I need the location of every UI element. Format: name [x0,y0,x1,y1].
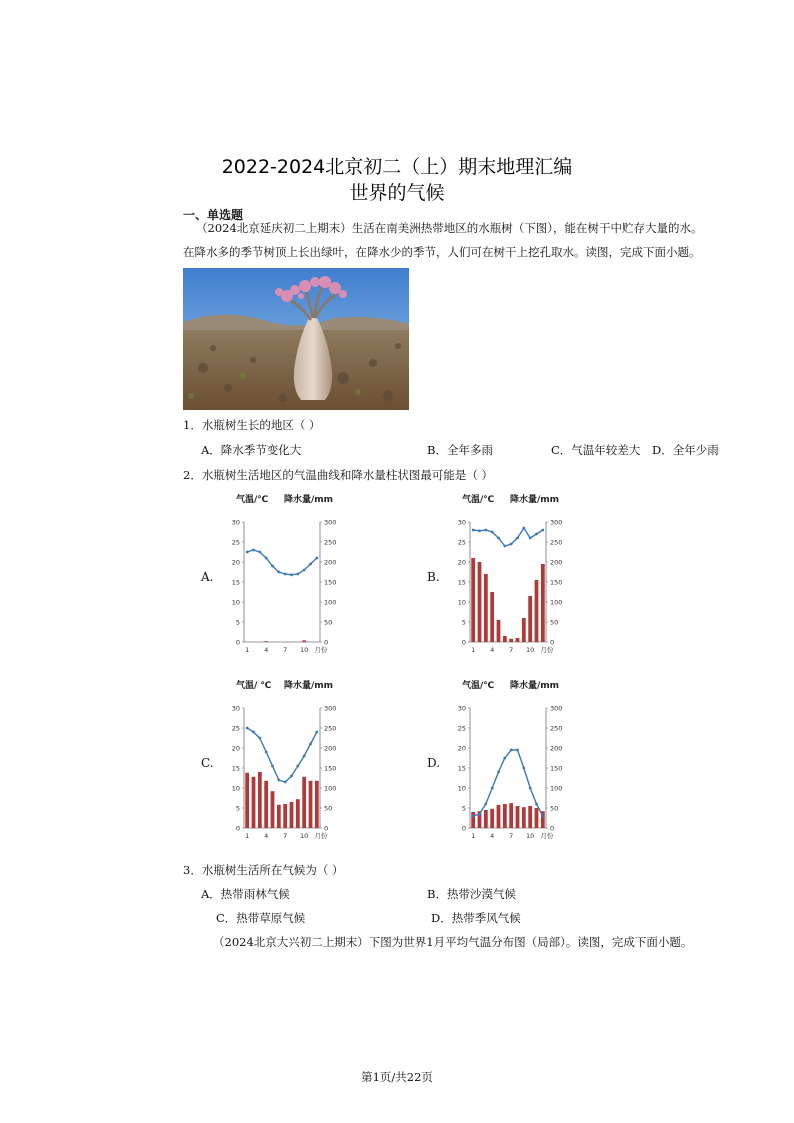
temp-tick-label: 30 [231,704,240,713]
precip-bar [484,574,488,642]
temp-tick-label: 0 [235,638,240,647]
precip-bar [490,592,494,642]
temperature-point [284,781,287,784]
q1-option-c[interactable]: C．气温年较差大 [551,443,641,457]
q1-option-d[interactable]: D．全年少雨 [652,443,719,457]
precip-bar [290,802,294,828]
temp-tick-label: 15 [231,764,240,773]
chart-title-right: 降水量/mm [510,495,560,505]
precip-bar [252,777,256,828]
precip-tick-label: 200 [324,558,337,567]
q2-option-d-label[interactable]: D. [427,756,441,770]
precip-bar [522,807,526,828]
temp-tick-label: 15 [457,578,466,587]
temperature-point [296,765,299,768]
temperature-point [271,765,274,768]
precip-bar [302,777,306,828]
precip-bar [484,810,488,828]
month-tick-label: 1 [471,832,476,840]
temperature-point [510,749,513,752]
temperature-point [258,551,261,554]
month-tick-label: 月份 [314,832,328,840]
temperature-point [535,803,538,806]
temp-tick-label: 0 [235,824,240,833]
month-tick-label: 7 [509,832,514,840]
passage1-line2: 在降水多的季节树顶上长出绿叶，在降水少的季节，人们可在树干上挖孔取水。读图，完成下面小题。 [183,245,701,259]
precip-tick-label: 50 [550,804,559,813]
temp-tick-label: 30 [231,518,240,527]
temperature-point [252,549,255,552]
precip-tick-label: 250 [324,724,337,733]
month-tick-label: 7 [283,646,288,654]
temperature-point [522,527,525,530]
page-number: 第1页/共22页 [361,1070,433,1084]
temperature-point [265,557,268,560]
month-tick-label: 月份 [540,832,554,840]
chart-title-left: 气温/ ℃ [236,681,272,691]
temperature-point [290,573,293,576]
temperature-point [491,787,494,790]
document-title: 2022-2024北京初二（上）期末地理汇编 [221,156,573,178]
chart-title-right: 降水量/mm [510,681,560,691]
temp-tick-label: 30 [457,518,466,527]
q2-option-a-label[interactable]: A. [201,570,214,584]
temperature-point [478,529,481,532]
precip-bar [296,799,300,828]
precip-tick-label: 0 [550,824,555,833]
month-tick-label: 4 [490,646,495,654]
temp-tick-label: 10 [457,598,466,607]
temp-tick-label: 25 [231,538,240,547]
precip-bar [516,638,520,642]
temperature-point [484,529,487,532]
temp-tick-label: 30 [457,704,466,713]
temperature-point [541,529,544,532]
temperature-point [497,771,500,774]
temperature-point [522,767,525,770]
precip-tick-label: 50 [324,618,333,627]
precip-bar [277,805,281,828]
temperature-point [535,533,538,536]
precip-bar [490,809,494,828]
temperature-point [497,537,500,540]
temp-tick-label: 5 [235,804,240,813]
month-tick-label: 4 [490,832,495,840]
month-tick-label: 1 [471,646,476,654]
month-tick-label: 10 [300,832,309,840]
precip-bar [503,804,507,828]
precip-tick-label: 300 [324,518,337,527]
temperature-point [252,731,255,734]
precip-tick-label: 300 [550,518,563,527]
temp-tick-label: 5 [461,804,466,813]
precip-tick-label: 100 [550,598,563,607]
temperature-point [309,743,312,746]
precip-bar [503,636,507,642]
precip-bar [271,791,275,828]
temperature-point [284,573,287,576]
temp-tick-label: 20 [457,558,466,567]
q2-option-c-label[interactable]: C. [201,756,214,770]
precip-bar [509,803,513,828]
temp-tick-label: 0 [461,638,466,647]
temperature-line [247,728,317,782]
precip-tick-label: 150 [550,764,563,773]
temp-tick-label: 15 [457,764,466,773]
temp-tick-label: 5 [461,618,466,627]
precip-bar [258,772,262,828]
precip-bar [541,564,545,642]
temperature-point [271,565,274,568]
temp-tick-label: 10 [231,598,240,607]
precip-bar [283,804,287,828]
precip-bar [302,640,306,642]
month-tick-label: 7 [283,832,288,840]
month-tick-label: 1 [245,646,250,654]
bottle-tree-photo [183,268,409,410]
precip-bar [264,781,268,828]
temperature-point [529,537,532,540]
month-tick-label: 月份 [540,646,554,654]
temperature-point [246,727,249,730]
precip-tick-label: 100 [550,784,563,793]
temperature-point [246,551,249,554]
precip-bar [245,773,249,828]
temperature-point [309,563,312,566]
temperature-point [303,755,306,758]
precip-tick-label: 150 [324,578,337,587]
month-tick-label: 1 [245,832,250,840]
precip-tick-label: 0 [324,638,329,647]
q3-option-c[interactable]: C．热带草原气候 [216,911,306,925]
month-tick-label: 10 [526,646,535,654]
temp-tick-label: 25 [231,724,240,733]
precip-bar [535,808,539,828]
temp-tick-label: 5 [235,618,240,627]
temperature-point [484,803,487,806]
precip-bar [471,812,475,828]
temperature-point [290,775,293,778]
precip-tick-label: 200 [550,744,563,753]
precip-bar [264,641,268,642]
precip-tick-label: 50 [550,618,559,627]
temperature-point [265,751,268,754]
temp-tick-label: 25 [457,724,466,733]
precip-tick-label: 250 [324,538,337,547]
month-tick-label: 7 [509,646,514,654]
temperature-point [277,571,280,574]
q2-option-b-label[interactable]: B. [427,570,440,584]
precip-bar [535,580,539,642]
temperature-point [491,531,494,534]
q3-option-d[interactable]: D．热带季风气候 [431,911,521,925]
chart-title-left: 气温/℃ [236,495,269,505]
temperature-point [516,537,519,540]
precip-tick-label: 150 [324,764,337,773]
temperature-point [503,757,506,760]
precip-bar [309,781,313,828]
temp-tick-label: 20 [231,744,240,753]
temperature-line [473,750,543,816]
temperature-point [296,573,299,576]
precip-bar [516,806,520,828]
climate-chart-b [448,490,578,665]
passage1-line1: （2024北京延庆初二上期末）生活在南美洲热带地区的水瓶树（下图），能在树干中贮存大量的水。 [196,221,703,235]
q1-option-a[interactable]: A．降水季节变化大 [201,443,302,457]
month-tick-label: 4 [264,646,269,654]
question-1-stem: 1．水瓶树生长的地区（ ） [183,418,321,432]
question-2-stem: 2．水瓶树生活地区的气温曲线和降水量柱状图最可能是（ ） [183,468,493,482]
precip-tick-label: 100 [324,784,337,793]
temperature-point [315,731,318,734]
climate-chart-d [448,676,578,851]
precip-tick-label: 0 [324,824,329,833]
precip-tick-label: 250 [550,724,563,733]
precip-bar [478,562,482,642]
q3-option-b[interactable]: B．热带沙漠气候 [427,887,516,901]
passage2-line1: （2024北京大兴初二上期末）下图为世界1月平均气温分布图（局部）。读图，完成下面小题。 [213,935,693,949]
temperature-line [247,550,317,575]
temperature-point [478,813,481,816]
precip-bar [509,639,513,642]
temperature-point [541,815,544,818]
month-tick-label: 10 [526,832,535,840]
precip-tick-label: 50 [324,804,333,813]
precip-bar [497,620,501,642]
precip-tick-label: 0 [550,638,555,647]
temperature-point [303,569,306,572]
chart-title-right: 降水量/mm [284,495,334,505]
month-tick-label: 4 [264,832,269,840]
temperature-point [516,749,519,752]
precip-tick-label: 250 [550,538,563,547]
month-tick-label: 月份 [314,646,328,654]
precip-tick-label: 200 [324,744,337,753]
climate-chart-c [222,676,352,851]
temperature-point [258,737,261,740]
chart-title-right: 降水量/mm [284,681,334,691]
temp-tick-label: 20 [231,558,240,567]
month-tick-label: 10 [300,646,309,654]
question-3-stem: 3．水瓶树生活所在气候为（ ） [183,863,344,877]
temp-tick-label: 25 [457,538,466,547]
chart-title-left: 气温/℃ [462,681,495,691]
q3-option-a[interactable]: A．热带雨林气候 [201,887,290,901]
chart-title-left: 气温/℃ [462,495,495,505]
climate-chart-a [222,490,352,665]
precip-tick-label: 150 [550,578,563,587]
q1-option-b[interactable]: B．全年多雨 [427,443,493,457]
temperature-point [529,787,532,790]
precip-bar [471,558,475,642]
precip-tick-label: 300 [324,704,337,713]
precip-bar [528,806,532,828]
precip-tick-label: 300 [550,704,563,713]
temp-tick-label: 10 [457,784,466,793]
temperature-point [472,529,475,532]
temperature-line [473,528,543,546]
precip-bar [528,596,532,642]
temperature-point [510,543,513,546]
temp-tick-label: 0 [461,824,466,833]
precip-bar [315,781,319,828]
temp-tick-label: 20 [457,744,466,753]
precip-tick-label: 200 [550,558,563,567]
temperature-point [472,815,475,818]
document-subtitle: 世界的气候 [349,182,445,204]
temperature-point [503,545,506,548]
temperature-point [277,779,280,782]
precip-tick-label: 100 [324,598,337,607]
temp-tick-label: 15 [231,578,240,587]
temperature-point [315,557,318,560]
precip-bar [522,618,526,642]
temp-tick-label: 10 [231,784,240,793]
section-heading: 一、单选题 [183,208,244,222]
precip-bar [497,805,501,828]
